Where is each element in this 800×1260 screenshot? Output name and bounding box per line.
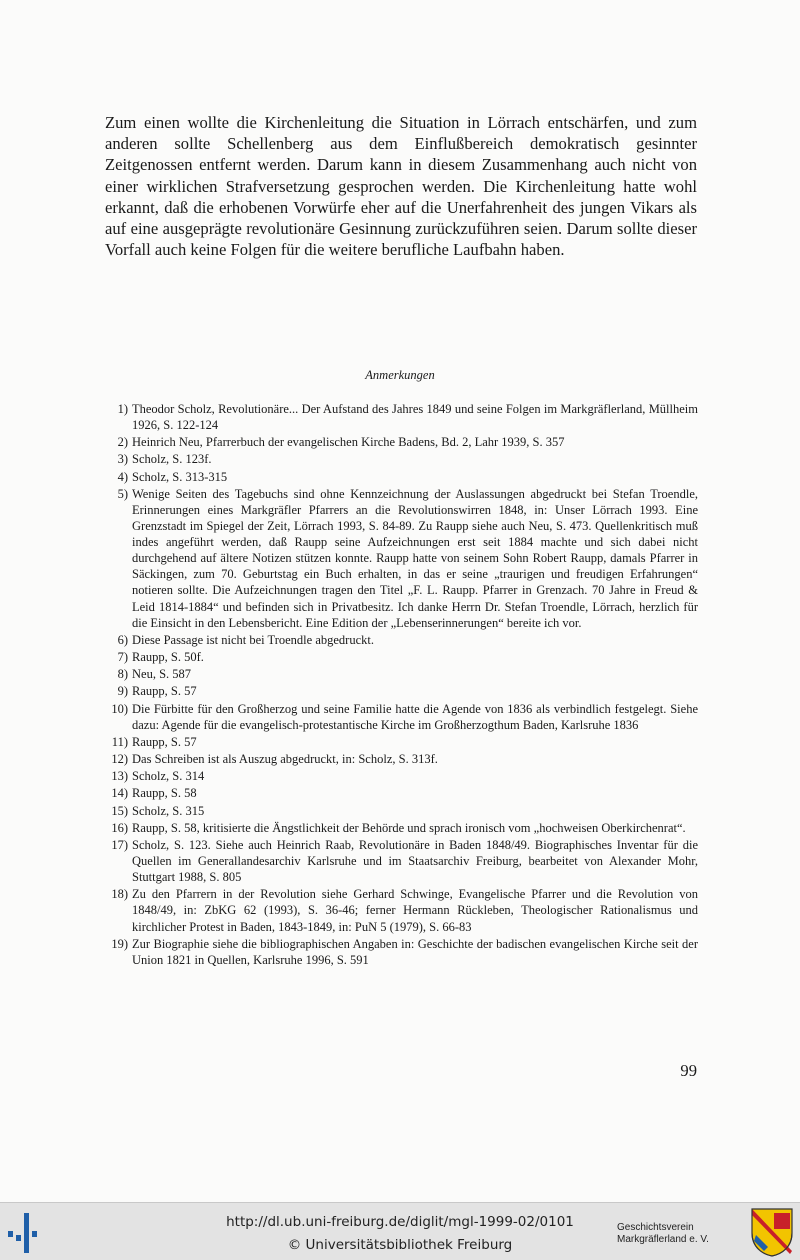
note-number: 12)	[111, 752, 128, 766]
note-item	[108, 434, 698, 450]
note-text: Scholz, S. 314	[132, 769, 205, 784]
note-item	[108, 401, 698, 433]
notes-heading: Anmerkungen	[365, 368, 435, 382]
viewer-footer	[0, 1202, 800, 1260]
society-name	[617, 1222, 747, 1246]
copyright-text: © Universitätsbibliothek Freiburg	[287, 1237, 513, 1253]
note-number: 14)	[111, 786, 128, 801]
note-item	[108, 768, 698, 784]
note-item	[108, 803, 698, 819]
note-number: 5)	[117, 486, 128, 501]
note-number: 3)	[117, 452, 128, 467]
note-text: Scholz, S. 315	[132, 803, 205, 818]
coat-of-arms-icon[interactable]	[750, 1207, 794, 1257]
note-text: Neu, S. 587	[132, 667, 192, 682]
note-number: 17)	[111, 837, 128, 852]
note-number: 7)	[117, 649, 128, 664]
note-text: Wenige Seiten des Tagebuchs sind ohne Kennzeichnung der Auslassungen abgedruckt bei Stefan Troendle, Erinnerungen eines Markgräfler Pfarrers an die Revolutionswirren 1848, in: Unser Lörrach 1993. Eine Grenzstadt im Spiegel der Zeit, Lörrach 1993, S. 84-89. Zu Raupp siehe auch Neu, S. 473. Quellenkritisch muß indes angeführt werden, daß Raupp seine Aufzeichnungen erst seit 1884 machte und sich dabei nicht durchgehend auf ältere Notizen stützen konnte. Raupp hatte von seinem Sohn Robert Raupp, damals Pfarrer in Säckingen, zum 70. Geburtstag ein Buch erhalten, in das er seine „traurigen und freudigen Erfahrungen“ notieren sollte. Die Aufzeichnungen tragen den Titel „F. L. Raupp. Pfarrer in Grenzach. 70 Jahre in Freud & Leid 1814-1884“ und befinden sich in Privatbesitz. Ich danke Herrn Dr. Stefan Troendle, Lörrach, herzlich für die Einsicht in den Lebensbericht. Eine Edition der „Lebenserinnerungen“ bereite ich vor.	[132, 486, 698, 630]
note-text: Raupp, S. 58	[132, 786, 197, 801]
note-text: Heinrich Neu, Pfarrerbuch der evangelischen Kirche Badens, Bd. 2, Lahr 1939, S. 357	[132, 435, 565, 450]
note-number: 2)	[117, 435, 128, 450]
note-item	[108, 666, 698, 682]
note-number: 19)	[111, 936, 128, 951]
note-item	[108, 649, 698, 665]
note-item	[108, 469, 698, 485]
note-text: Zur Biographie siehe die bibliographischen Angaben in: Geschichte der badischen evangelischen Kirche seit der Union 1821 in Quellen, Karlsruhe 1996, S. 591	[132, 936, 698, 967]
note-text: Diese Passage ist nicht bei Troendle abgedruckt.	[132, 632, 374, 647]
note-item	[108, 701, 698, 733]
note-number: 4)	[117, 469, 128, 484]
notes-list	[108, 401, 698, 969]
note-item	[108, 734, 698, 750]
note-text: Scholz, S. 123. Siehe auch Heinrich Raab, Revolutionäre in Baden 1848/49. Biographisches Inventar für die Quellen im Generallandesarchiv Karlsruhe und im Staatsarchiv Freiburg, bearbeitet von Alexander Mohr, Stuttgart 1988, S. 805	[132, 837, 698, 885]
note-text: Die Fürbitte für den Großherzog und seine Familie hatte die Agende von 1836 als verbindlich festgelegt. Siehe dazu: Agende für die evangelisch-protestantische Kirche im Großherzogthum Baden, Karlsruhe 1836	[132, 701, 698, 732]
note-number: 10)	[111, 701, 128, 716]
note-number: 8)	[117, 667, 128, 682]
source-url-link[interactable]: http://dl.ub.uni-freiburg.de/diglit/mgl-1999-02/0101	[226, 1214, 574, 1230]
note-number: 13)	[111, 769, 128, 784]
note-text: Raupp, S. 57	[132, 684, 197, 699]
note-text: Raupp, S. 58, kritisierte die Ängstlichkeit der Behörde und sprach ironisch vom „hochweisen Oberkirchenrat“.	[132, 820, 686, 835]
note-item	[108, 837, 698, 885]
note-text: Theodor Scholz, Revolutionäre... Der Aufstand des Jahres 1849 und seine Folgen im Markgräflerland, Müllheim 1926, S. 122-124	[132, 402, 698, 433]
note-item	[108, 785, 698, 801]
note-text: Scholz, S. 313-315	[132, 469, 228, 484]
society-line-2: Markgräflerland e. V.	[617, 1234, 709, 1245]
note-text: Raupp, S. 57	[132, 734, 197, 749]
note-item	[108, 486, 698, 631]
society-line-1: Geschichtsverein	[617, 1222, 694, 1233]
note-number: 11)	[111, 734, 128, 749]
body-paragraph: Zum einen wollte die Kirchenleitung die Situation in Lörrach entschärfen, und zum anderen sollte Schellenberg aus dem Einflußbereich demokratisch gesinnter Zeitgenossen entfernt werden. Darum kann in diesem Zusammenhang auch nicht von einer wirklichen Strafversetzung gesprochen werden. Die Kirchenleitung hatte wohl erkannt, daß die erhobenen Vorwürfe eher auf die Unerfahrenheit des jungen Vikars als auf eine ausgeprägte revolutionäre Gesinnung zurückzuführen seien. Darum sollte dieser Vorfall auch keine Folgen für die weitere berufliche Laufbahn haben.	[105, 113, 697, 260]
note-text: Das Schreiben ist als Auszug abgedruckt, in: Scholz, S. 313f.	[132, 752, 438, 766]
note-item	[108, 936, 698, 968]
note-number: 9)	[117, 684, 128, 699]
note-text: Scholz, S. 123f.	[132, 452, 212, 467]
note-item	[108, 451, 698, 467]
note-number: 1)	[117, 402, 128, 416]
note-number: 6)	[117, 632, 128, 647]
note-item	[108, 820, 698, 836]
note-number: 18)	[111, 887, 128, 902]
note-text: Zu den Pfarrern in der Revolution siehe Gerhard Schwinge, Evangelische Pfarrer und die Revolution von 1848/49, in: ZbKG 62 (1993), S. 36-46; ferner Hermann Rückleben, Theologischer Rationalismus und kirchlicher Protest in Baden, 1843-1849, in: PuN 5 (1979), S. 66-83	[132, 887, 698, 934]
note-item	[108, 886, 698, 934]
page-number: 99	[680, 1061, 697, 1080]
note-item	[108, 683, 698, 699]
note-number: 15)	[111, 803, 128, 818]
note-text: Raupp, S. 50f.	[132, 649, 204, 664]
note-item	[108, 751, 698, 767]
note-item	[108, 632, 698, 648]
note-number: 16)	[111, 820, 128, 835]
